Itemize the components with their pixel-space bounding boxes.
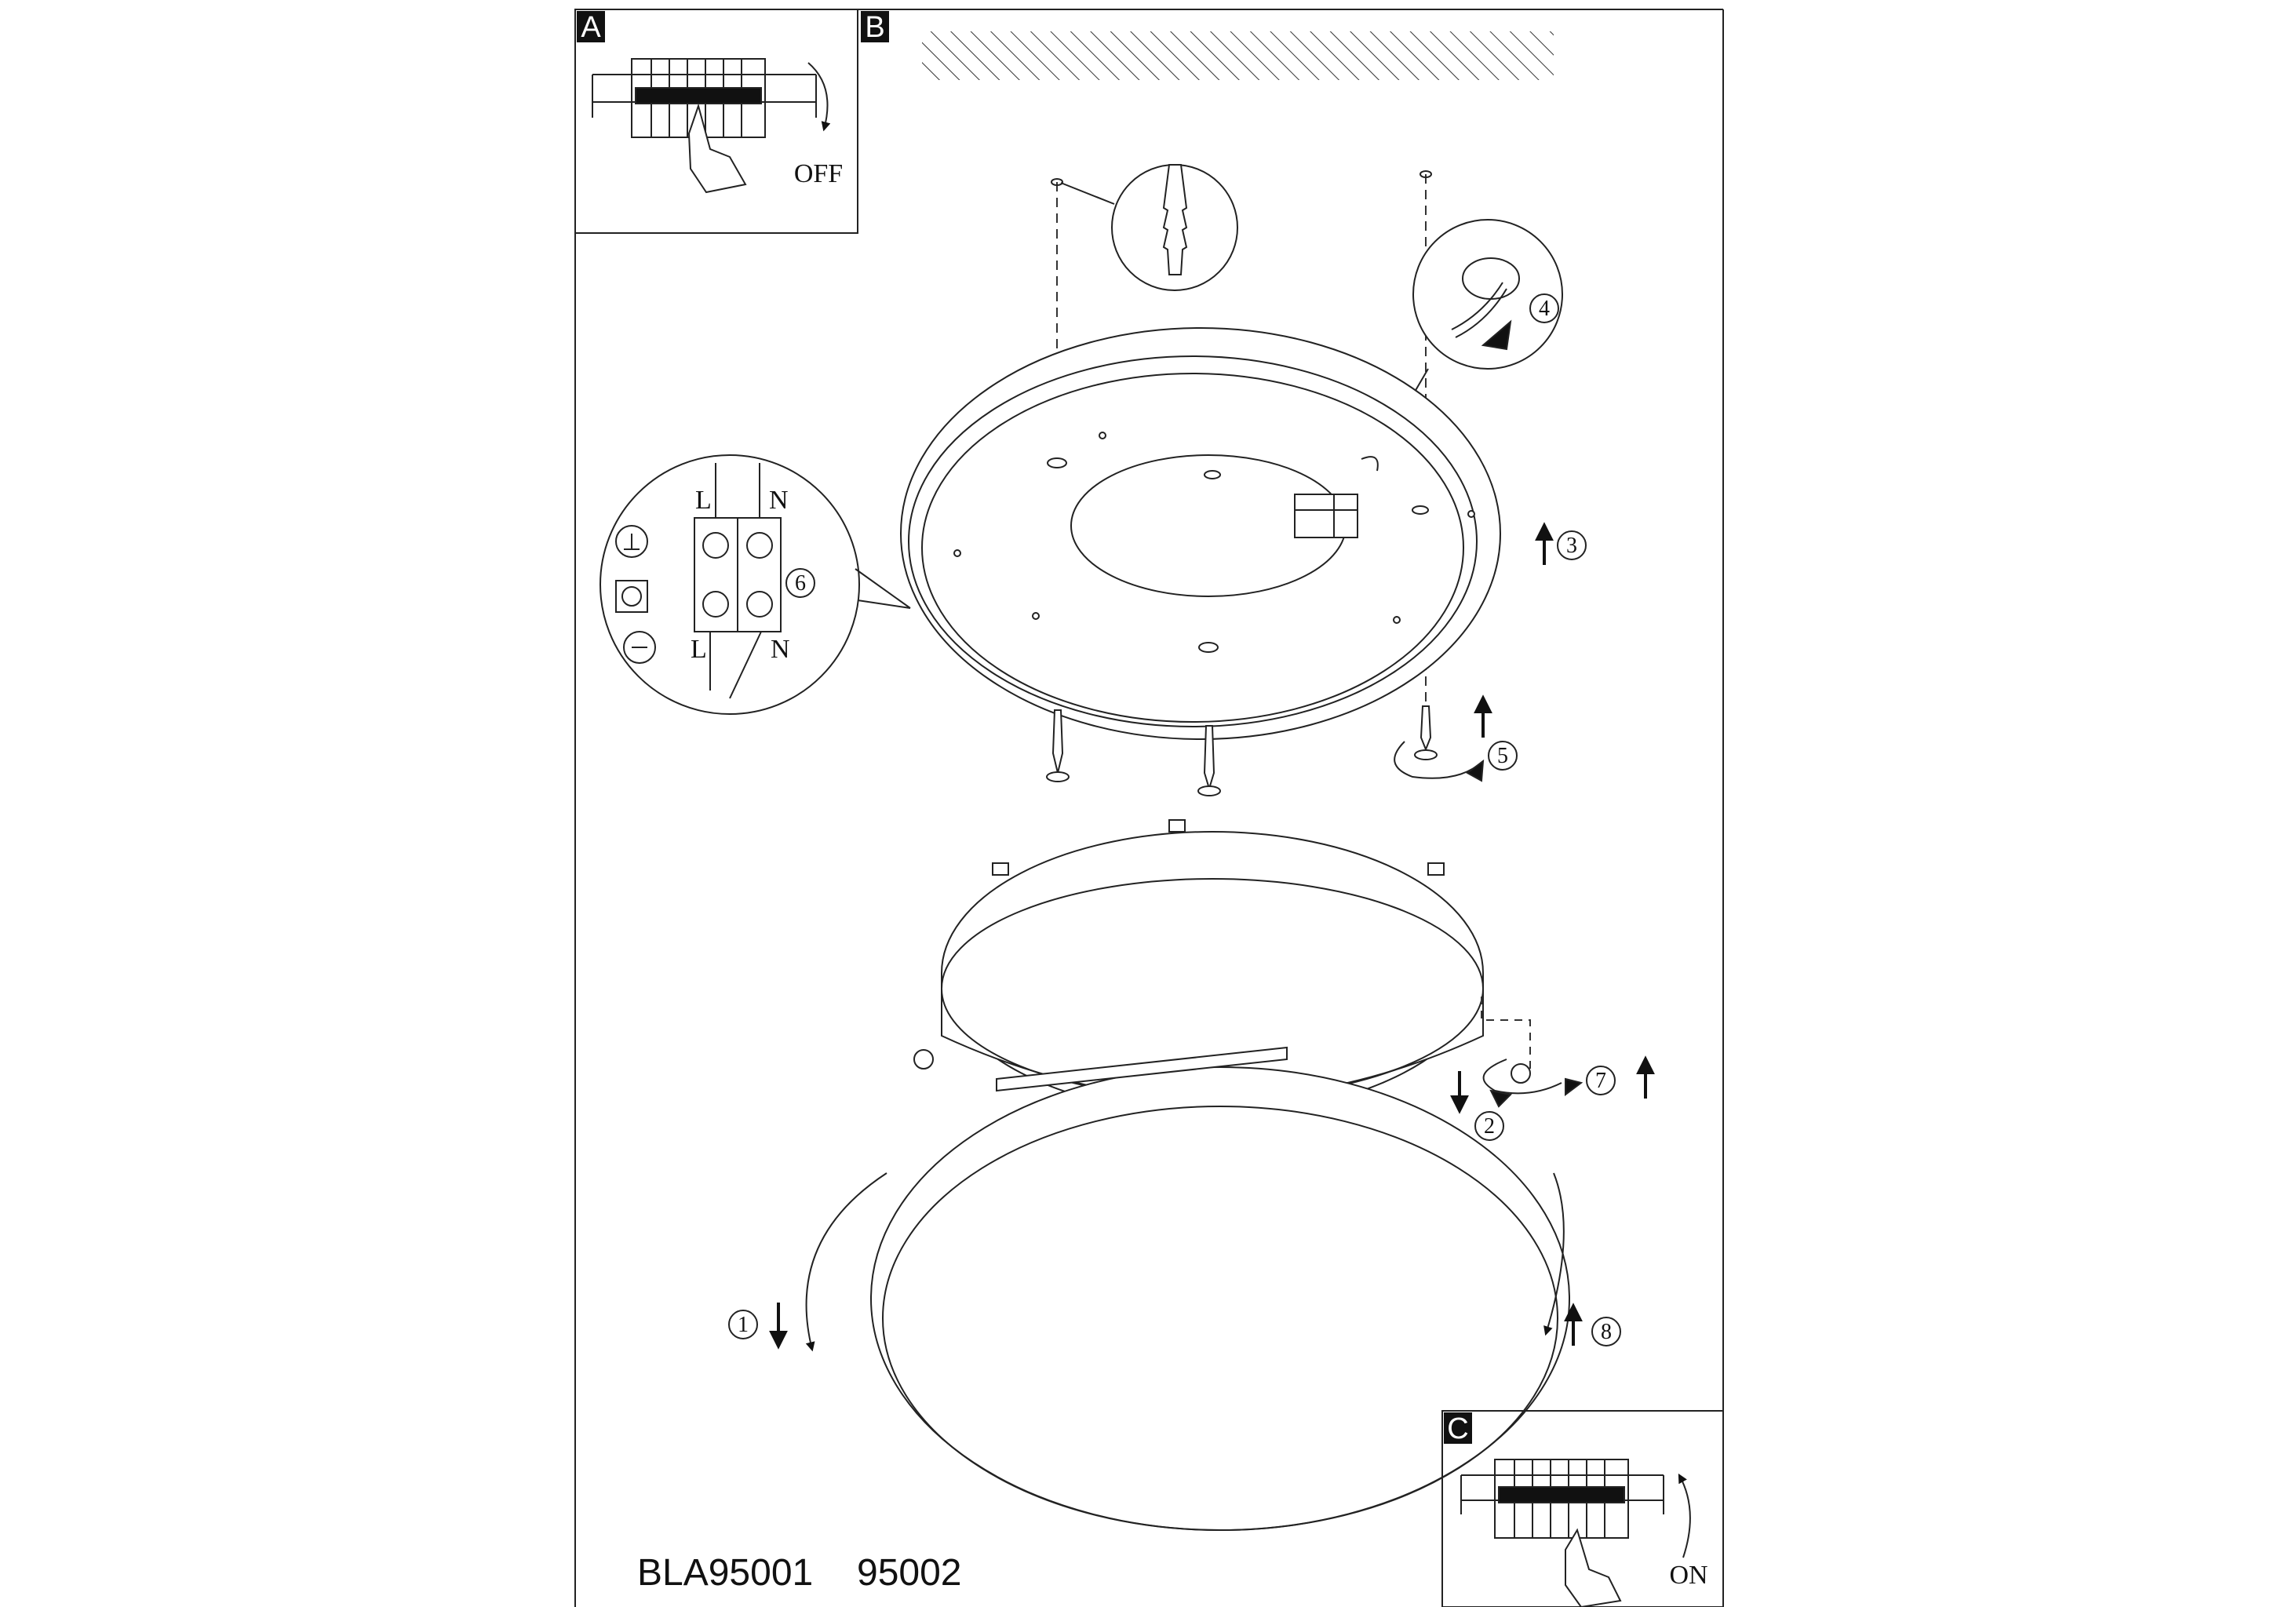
- ceiling-hatch: [922, 31, 1554, 80]
- panel-b: [861, 11, 889, 44]
- step-6-label: 6: [795, 571, 806, 596]
- terminal-block-icon: [1295, 494, 1358, 537]
- step-1-label: 1: [738, 1313, 749, 1337]
- model-number-primary: BLA95001: [637, 1552, 814, 1594]
- step-7-label: 7: [1595, 1069, 1606, 1093]
- panel-b-letter: B: [865, 11, 885, 44]
- finger-icon-on: [1565, 1530, 1620, 1607]
- terminal-top-right-label: N: [769, 486, 789, 515]
- panel-c-letter: C: [1447, 1412, 1469, 1445]
- step-4-label: 4: [1539, 297, 1550, 321]
- mounting-plate: [901, 328, 1500, 739]
- terminal-top-left-label: L: [695, 486, 712, 515]
- step-5-label: 5: [1497, 744, 1508, 768]
- step-2-label: 2: [1484, 1114, 1495, 1139]
- on-label: ON: [1669, 1561, 1708, 1590]
- panel-a-letter: A: [581, 11, 601, 44]
- wiring-detail: [600, 455, 910, 714]
- circuit-breaker-icon-on: [1461, 1459, 1664, 1538]
- finger-icon: [689, 106, 745, 192]
- step-8-label: 8: [1601, 1320, 1612, 1344]
- rotate-step-2-7: [1484, 1059, 1581, 1106]
- terminal-bottom-right-label: N: [771, 635, 790, 664]
- rotate-down-arrow-icon: [808, 63, 828, 129]
- lamp-diffuser: [871, 1048, 1569, 1530]
- step-3-label: 3: [1566, 534, 1577, 558]
- wall-plug-detail: [1061, 165, 1237, 290]
- terminal-bottom-left-label: L: [691, 635, 707, 664]
- model-number-secondary: 95002: [857, 1552, 962, 1594]
- rotate-up-arrow-icon: [1679, 1475, 1690, 1558]
- off-label: OFF: [793, 159, 844, 188]
- panel-a: [575, 9, 858, 233]
